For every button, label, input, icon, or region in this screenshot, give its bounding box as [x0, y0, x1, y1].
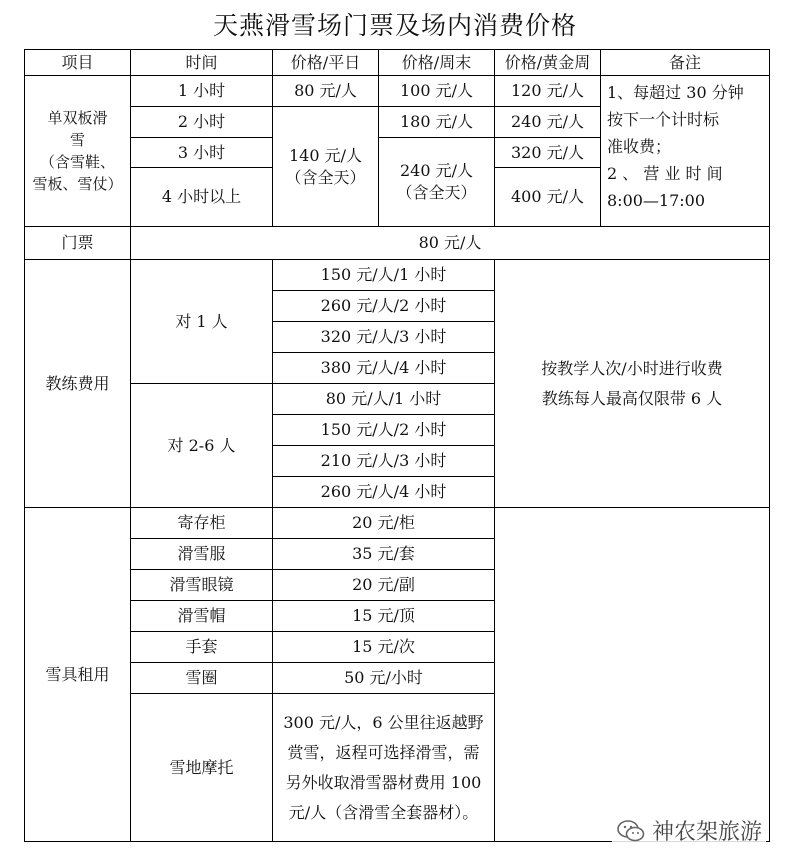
rental-note-empty [495, 508, 770, 842]
ski-time-3h: 3 小时 [131, 138, 273, 168]
ski-weekday-merged: 140 元/人 （含全天） [273, 107, 379, 227]
header-item: 项目 [25, 50, 131, 76]
rental-item-name: 手套 [131, 632, 273, 663]
watermark-text: 神农架旅游 [651, 820, 762, 845]
rental-item-price: 50 元/小时 [273, 663, 495, 694]
ski-row-1h [25, 76, 770, 107]
ski-time-2h: 2 小时 [131, 107, 273, 138]
ski-label: 单双板滑 雪 （含雪鞋、 雪板、雪仗） [25, 76, 131, 227]
coach-group-price-3: 210 元/人/3 小时 [273, 446, 495, 477]
ski-golden-2h: 240 元/人 [495, 107, 601, 138]
coach-one-label: 对 1 人 [131, 260, 273, 384]
ticket-price: 80 元/人 [131, 227, 770, 260]
header-notes: 备注 [601, 50, 770, 76]
rental-item-price: 20 元/柜 [273, 508, 495, 539]
coach-one-price-4: 380 元/人/4 小时 [273, 353, 495, 384]
rental-item-name: 雪圈 [131, 663, 273, 694]
ski-golden-4h: 400 元/人 [495, 168, 601, 227]
ski-weekend-1h: 100 元/人 [379, 76, 495, 107]
ski-golden-1h: 120 元/人 [495, 76, 601, 107]
coach-group-price-4: 260 元/人/4 小时 [273, 477, 495, 508]
ski-weekend-merged: 240 元/人 （含全天） [379, 138, 495, 227]
moto-name: 雪地摩托 [131, 694, 273, 842]
watermark [612, 813, 766, 848]
page-title: 天燕滑雪场门票及场内消费价格 [212, 11, 577, 40]
coach-group-label: 对 2-6 人 [131, 384, 273, 508]
rental-item-price: 35 元/套 [273, 539, 495, 570]
wechat-icon [616, 818, 646, 844]
ski-golden-3h: 320 元/人 [495, 138, 601, 168]
rental-item-price: 20 元/副 [273, 570, 495, 601]
coach-group-price-1: 80 元/人/1 小时 [273, 384, 495, 415]
coach-row [25, 260, 770, 291]
rental-item-price: 15 元/次 [273, 632, 495, 663]
ski-time-1h: 1 小时 [131, 76, 273, 107]
coach-one-price-1: 150 元/人/1 小时 [273, 260, 495, 291]
coach-one-price-2: 260 元/人/2 小时 [273, 291, 495, 322]
moto-desc: 300 元/人，6 公里往返越野赏雪，返程可选择滑雪，需另外收取滑雪器材费用 100 元/人（含滑雪全套器材）。 [273, 694, 495, 842]
header-weekend: 价格/周末 [379, 50, 495, 76]
ticket-row [25, 227, 770, 260]
ski-weekend-2h: 180 元/人 [379, 107, 495, 138]
header-weekday: 价格/平日 [273, 50, 379, 76]
coach-one-price-3: 320 元/人/3 小时 [273, 322, 495, 353]
ski-note: 1、每超过 30 分钟 按下一个计时标 准收费； 2 、 营 业 时 间 8:00—17:00 [601, 76, 770, 227]
rental-item-price: 15 元/顶 [273, 601, 495, 632]
ticket-label: 门票 [25, 227, 131, 260]
rental-item-name: 寄存柜 [131, 508, 273, 539]
header-time: 时间 [131, 50, 273, 76]
rental-item-name: 滑雪服 [131, 539, 273, 570]
rental-item-name: 滑雪帽 [131, 601, 273, 632]
coach-group-price-2: 150 元/人/2 小时 [273, 415, 495, 446]
rental-item-name: 滑雪眼镜 [131, 570, 273, 601]
rental-row [25, 508, 770, 539]
coach-label: 教练费用 [25, 260, 131, 508]
header-golden: 价格/黄金周 [495, 50, 601, 76]
header-row [25, 50, 770, 76]
price-table [24, 49, 770, 842]
ski-weekday-1h: 80 元/人 [273, 76, 379, 107]
ski-time-4h: 4 小时以上 [131, 168, 273, 227]
coach-note: 按教学人次/小时进行收费 教练每人最高仅限带 6 人 [495, 260, 770, 508]
rental-label: 雪具租用 [25, 508, 131, 842]
